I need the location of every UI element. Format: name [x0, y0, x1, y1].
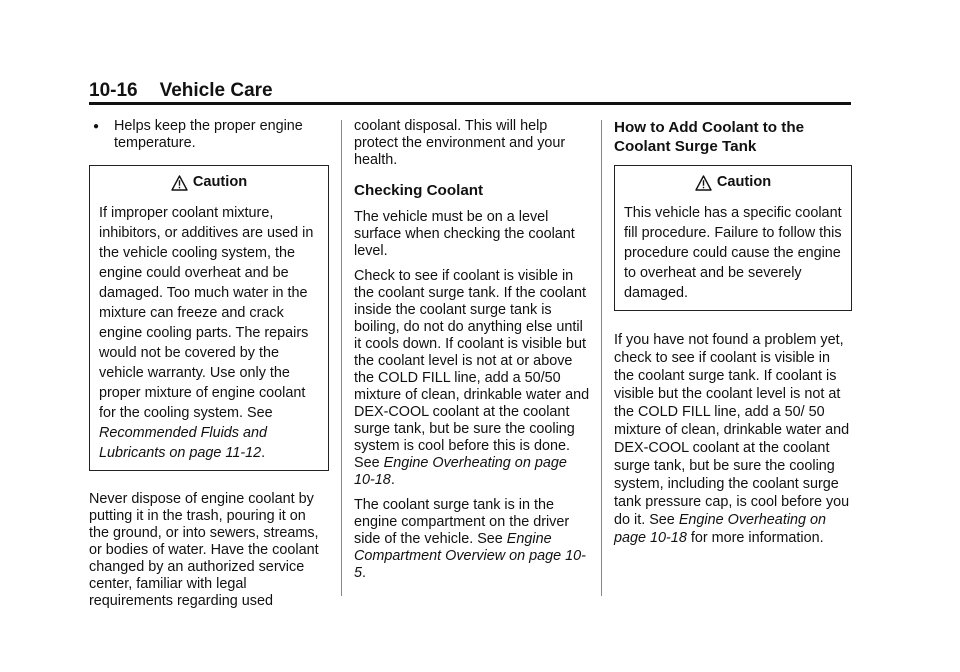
warning-triangle-icon — [171, 175, 188, 191]
cross-reference-link[interactable]: Engine Compartment Overview on page 10-5 — [354, 531, 586, 581]
column-3 — [614, 118, 852, 555]
warning-triangle-icon — [695, 175, 712, 191]
paragraph-end: for more information. — [686, 530, 824, 546]
header-rule — [89, 102, 851, 105]
paragraph-text: The coolant surge tank is in the engine compartment on the driver side of the vehicle. See — [354, 497, 570, 547]
bullet-text: Helps keep the proper engine temperature. — [114, 118, 303, 151]
page-header — [89, 80, 273, 102]
bullet-item — [93, 118, 329, 152]
column-divider-2 — [601, 120, 602, 596]
column-divider-1 — [341, 120, 342, 596]
cross-reference-link[interactable]: Engine Overheating on page 10-18 — [354, 455, 567, 488]
page-number: 10-16 — [89, 80, 138, 101]
check-coolant-paragraph — [354, 268, 590, 489]
paragraph-end: . — [362, 565, 367, 581]
surge-tank-location-paragraph — [354, 497, 590, 582]
caution-header — [624, 174, 842, 191]
cross-reference-link[interactable]: Engine Overheating on page 10-18 — [614, 512, 827, 546]
caution-title: Caution — [716, 174, 772, 190]
checking-coolant-heading: Checking Coolant — [354, 182, 484, 199]
add-coolant-paragraph — [614, 331, 852, 547]
caution-body — [99, 203, 319, 463]
continuation-paragraph: coolant disposal. This will help protect the environment and your health. — [354, 118, 566, 168]
column-2 — [354, 118, 590, 590]
caution-box — [89, 165, 329, 471]
section-title: Vehicle Care — [159, 80, 273, 101]
caution-header — [99, 174, 319, 191]
caution-box — [614, 165, 852, 311]
caution-title: Caution — [192, 174, 248, 190]
add-coolant-heading: How to Add Coolant to the Coolant Surge Tank — [614, 119, 805, 155]
paragraph-end: . — [390, 472, 395, 488]
caution-text: If improper coolant mixture, inhibitors, or additives are used in the vehicle cooling system, the engine could overheat and be damaged. Too much water in the mixture can freeze and crack engine cooling parts. The repairs would not be covered by the vehicle warranty. Use only the proper mixture of engine coolant for the cooling system. See — [99, 205, 314, 421]
caution-end: . — [261, 445, 266, 461]
bullet-icon: ● — [93, 121, 100, 132]
paragraph-text: Check to see if coolant is visible in the coolant surge tank. If the coolant inside the coolant surge tank is boiling, do not do anything else until it cools down. If coolant is visible but the coolant level is not at or above the COLD FILL line, add a 50/50 mixture of clean, drinkable water and DEX-COOL coolant at the coolant surge tank, but be sure the cooling system is cool before this is done. See — [354, 268, 590, 471]
column-1 — [89, 118, 329, 618]
cross-reference-link[interactable]: Recommended Fluids and Lubricants on page 11-12 — [99, 425, 267, 461]
disposal-paragraph: Never dispose of engine coolant by putting it in the trash, pouring it on the ground, or into sewers, streams, or bodies of water. Have the coolant changed by an authorized service center, familiar with legal requirements regarding used — [89, 491, 319, 609]
caution-body: This vehicle has a specific coolant fill procedure. Failure to follow this procedure could cause the engine to overheat and be severely damaged. — [624, 205, 842, 301]
level-surface-paragraph: The vehicle must be on a level surface when checking the coolant level. — [354, 209, 575, 259]
paragraph-text: If you have not found a problem yet, check to see if coolant is visible in the coolant surge tank. If coolant is visible but the coolant level is not at the COLD FILL line, add a 50/ 50 mixture of clean, drinkable water and DEX-COOL coolant at the coolant surge tank, but be sure the cooling system, including the coolant surge tank pressure cap, is cool before you do it. See — [614, 332, 850, 528]
